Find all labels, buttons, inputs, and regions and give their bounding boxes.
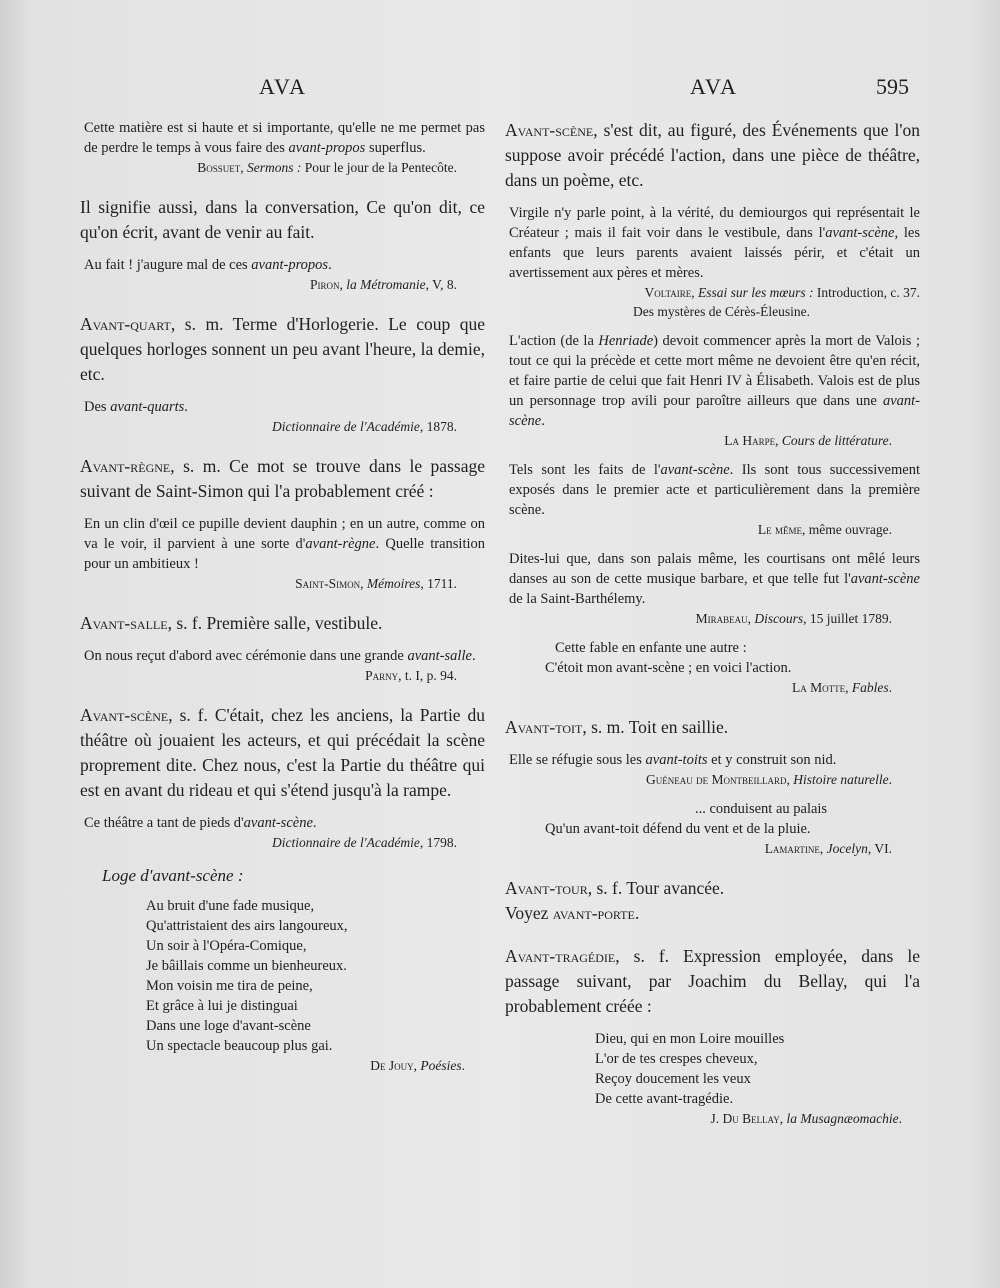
- source-le-meme: Le même, même ouvrage.: [757, 522, 892, 537]
- poem-line: Un spectacle beaucoup plus gai.: [146, 1038, 333, 1054]
- poem-line: Mon voisin me tira de peine,: [146, 978, 313, 994]
- source-bossuet: Bossuet, Sermons : Pour le jour de la Pentecôte.: [197, 160, 457, 175]
- entry-avant-scene-figure: Avant-scène, s'est dit, au figuré, des Événements que l'on suppose avoir précédé l'action, dans une pièce de théâtre, dans un poème, etc.: [505, 120, 920, 190]
- quote-parny: On nous reçut d'abord avec cérémonie dans une grande avant-salle.: [84, 648, 476, 664]
- entry-avant-regne: Avant-règne, s. m. Ce mot se trouve dans le passage suivant de Saint-Simon qui l'a probablement créé :: [80, 456, 485, 501]
- entry-avant-salle: Avant-salle, s. f. Première salle, vestibule.: [80, 613, 383, 633]
- running-header-right: AVA: [690, 74, 738, 99]
- page-number: 595: [876, 74, 909, 99]
- loge-label: Loge d'avant-scène :: [102, 866, 244, 885]
- verse-la-motte: [545, 638, 920, 678]
- quote-voltaire: Virgile n'y parle point, à la vérité, du demiourgos qui représentait le Créateur ; mais il fait voir dans le vestibule, dans l'avant-scène, les enfants que leurs parents avaient laissés périr, et c'était un avertissement aux pères et mères.: [509, 205, 920, 281]
- source-la-motte: La Motte, Fables.: [792, 680, 892, 695]
- entry-avant-scene: Avant-scène, s. f. C'était, chez les anciens, la Partie du théâtre où jouaient les acteurs, et qui précédait la scène proprement dite. Chez nous, c'est la Partie du théâtre qui est en avant du rideau et qui s'étend jusqu'à la rampe.: [80, 705, 485, 800]
- quote-avant-propos: Cette matière est si haute et si importante, qu'elle ne me permet pas de perdre le temps à vous faire des avant-propos superflus.: [84, 120, 485, 156]
- verse-line: L'or de tes crespes cheveux,: [595, 1051, 758, 1067]
- left-column: [80, 118, 485, 1075]
- quote-saint-simon: En un clin d'œil ce pupille devient dauphin ; en un autre, comme on va le voir, il parvient à une sorte d'avant-règne. Quelle transition pour un ambitieux !: [84, 516, 485, 572]
- poem-line: Au bruit d'une fade musique,: [146, 898, 315, 914]
- source-academie-1798: Dictionnaire de l'Académie, 1798.: [272, 835, 457, 850]
- source-parny: Parny, t. I, p. 94.: [365, 668, 457, 683]
- running-header-left: AVA: [259, 74, 307, 99]
- source-academie-1878: Dictionnaire de l'Académie, 1878.: [272, 419, 457, 434]
- source-jouy: De Jouy, Poésies.: [370, 1058, 465, 1073]
- poem-line: Un soir à l'Opéra-Comique,: [146, 938, 307, 954]
- poem-line: Dans une loge d'avant-scène: [146, 1018, 311, 1034]
- quote-la-harpe: L'action (de la Henriade) devoit commencer après la mort de Valois ; tout ce qui la précède et cette mort même ne devoient être qu'en récit, et faire partie de celui que fait Henri IV à Élisabeth. Valois est de plus un personnage trop avili pour paroître ailleurs que dans une avant-scène.: [509, 333, 920, 429]
- right-column: [505, 118, 920, 1128]
- quote-theatre: Ce théâtre a tant de pieds d'avant-scène.: [84, 815, 317, 831]
- poem-line: Qu'attristaient des airs langoureux,: [146, 918, 348, 934]
- entry-avant-quart: Avant-quart, s. m. Terme d'Horlogerie. Le coup que quelques horloges sonnent un peu avant l'heure, la demie, etc.: [80, 314, 485, 384]
- verse-line: Qu'un avant-toit défend du vent et de la pluie.: [545, 821, 811, 837]
- quote-le-meme: Tels sont les faits de l'avant-scène. Ils sont tous successivement exposés dans le premier acte et particulièrement dans la première scène.: [509, 462, 920, 518]
- poem-jouy: [146, 896, 485, 1056]
- source-la-harpe: La Harpe, Cours de littérature.: [724, 433, 892, 448]
- quote-piron: Au fait ! j'augure mal de ces avant-propos.: [84, 257, 332, 273]
- quote-avant-quarts: Des avant-quarts.: [84, 399, 188, 415]
- source-lamartine: Lamartine, Jocelyn, VI.: [764, 841, 892, 856]
- entry-avant-tour: Avant-tour, s. f. Tour avancée. Voyez avant-porte.: [505, 878, 725, 923]
- verse-line: Cette fable en enfante une autre :: [555, 640, 747, 656]
- entry-avant-toit: Avant-toit, s. m. Toit en saillie.: [505, 717, 729, 737]
- quote-gueneau: Elle se réfugie sous les avant-toits et y construit son nid.: [509, 752, 837, 768]
- source-voltaire-chapter: Des mystères de Cérès-Éleusine.: [633, 304, 810, 319]
- verse-line: Reçoy doucement les veux: [595, 1071, 751, 1087]
- source-piron: Piron, la Métromanie, V, 8.: [309, 277, 457, 292]
- verse-line: ... conduisent au palais: [695, 801, 828, 817]
- quote-mirabeau: Dites-lui que, dans son palais même, les courtisans ont mêlé leurs danses au son de cette musique barbare, et que telle fut l'avant-scène de la Saint-Barthélemy.: [509, 551, 920, 607]
- verse-line: De cette avant-tragédie.: [595, 1091, 734, 1107]
- entry-avant-tragedie: Avant-tragédie, s. f. Expression employée, dans le passage suivant, par Joachim du Bellay, qui l'a probablement créée :: [505, 946, 920, 1016]
- poem-line: Je bâillais comme un bienheureux.: [146, 958, 347, 974]
- verse-lamartine: [545, 799, 920, 839]
- source-saint-simon: Saint-Simon, Mémoires, 1711.: [295, 576, 457, 591]
- definition-il-signifie: Il signifie aussi, dans la conversation, Ce qu'on dit, ce qu'on écrit, avant de venir au fait.: [80, 197, 485, 242]
- poem-line: Et grâce à lui je distinguai: [146, 998, 298, 1014]
- source-mirabeau: Mirabeau, Discours, 15 juillet 1789.: [695, 611, 892, 626]
- source-du-bellay: J. Du Bellay, la Musagnæomachie.: [710, 1111, 902, 1126]
- verse-du-bellay: [595, 1029, 920, 1109]
- verse-line: C'étoit mon avant-scène ; en voici l'action.: [545, 660, 792, 676]
- source-voltaire: Voltaire, Essai sur les mœurs : Introduction, c. 37.: [644, 285, 920, 300]
- source-gueneau: Guéneau de Montbeillard, Histoire naturelle.: [646, 772, 892, 787]
- verse-line: Dieu, qui en mon Loire mouilles: [595, 1031, 785, 1047]
